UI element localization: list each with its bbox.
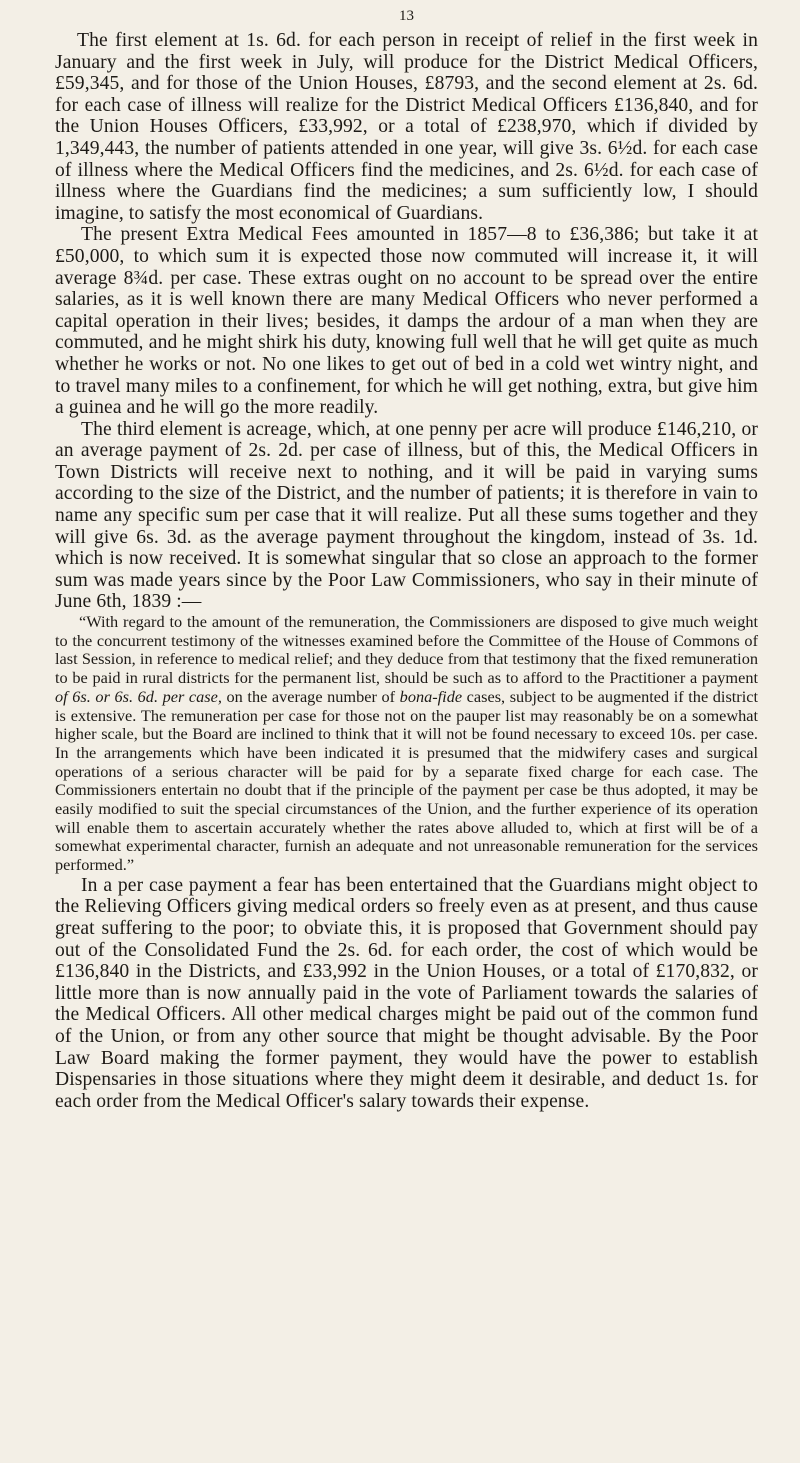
paragraph-first-element: The first element at 1s. 6d. for each person in receipt of relief in the first week in January and the first week in July, will produce for the District Medical Officers, £59,345, and for those of the Union Houses, £8793, and the second element at 2s. 6d. for each case of illness will realize for the District Medical Officers £136,840, and for the Union Houses Officers, £33,992, or a total of £238,970, which if divided by 1,349,443, the number of patients attended in one year, will give 3s. 6½d. for each case of illness where the Medical Officers find the medicines, and 2s. 6½d. for each case of illness where the Guardians find the medicines; a sum sufficiently low, I should imagine, to satisfy the most economical of Guardians. [55,30,758,224]
quote-part-b: on the average number of [221,686,400,706]
paragraph-extra-medical-fees: The present Extra Medical Fees amounted in 1857—8 to £36,386; but take it at £50,000, to which sum it is expected those now commuted will increase it, it will average 8¾d. per case. These extras ought on no account to be spread over the entire salaries, as it is well known there are many Medical Officers who never performed a capital operation in their lives; besides, it damps the ardour of a man when they are commuted, and he might shirk his duty, knowing full well that he will get quite as much whether he works or not. No one likes to get out of bed in a cold wet wintry night, and to travel many miles to a confinement, for which he will get nothing, extra, but give him a guinea and he will go the more readily. [55,224,758,419]
page-number: 13 [399,8,414,24]
commissioners-minute-quote [55,613,758,875]
quote-italic-bona-fide: bona-fide [399,686,463,706]
quote-part-a: “With regard to the amount of the remuneration, the Commissioners are disposed to give much weight to the concurrent testimony of the witnesses examined before the Committee of the House of Commons of last Session, in reference to medical relief; and they deduce from that testimony that the fixed remuneration to be paid in rural districts for the permanent list, should be such as to afford to the Practitioner a payment [55,612,758,688]
paragraph-per-case-payment: In a per case payment a fear has been entertained that the Guardians might object to the Relieving Officers giving medical orders so freely even as at present, and thus cause great suffering to the poor; to obviate this, it is proposed that Government should pay out of the Consolidated Fund the 2s. 6d. for each order, the cost of which would be £136,840 in the Districts, and £33,992 in the Union Houses, or a total of £170,832, or little more than is now annually paid in the vote of Parliament towards the salaries of the Medical Officers. All other medical charges might be paid out of the common fund of the Union, or from any other source that might be thought advisable. By the Poor Law Board making the former payment, they would have the power to establish Dispensaries in those situations where they might deem it desirable, and deduct 1s. for each order from the Medical Officer's salary towards their expense. [55,874,758,1112]
quote-italic-payment: of 6s. or 6s. 6d. per case, [55,686,222,706]
quote-part-c: cases, subject to be augmented if the district is extensive. The remuneration per case for those not on the pauper list may reasonably be on a somewhat higher scale, but the Board are inclined to think that it will not be found necessary to exceed 10s. per case. In the arrangements which have been indicated it is presumed that the midwifery cases and surgical operations of a serious character will be paid for by a separate fixed charge for each case. The Commissioners entertain no doubt that if the principle of the payment per case be thus adopted, it may be easily modified to suit the special circumstances of the Union, and the further experience of its operation will enable them to ascertain accurately whether the rates above alluded to, which at first will be of a somewhat experimental character, furnish an adequate and not unreasonable remuneration for the services performed.” [55,686,758,875]
paragraph-third-element-acreage: The third element is acreage, which, at one penny per acre will produce £146,210, or an average payment of 2s. 2d. per case of illness, but of this, the Medical Officers in Town Districts will receive next to nothing, and it will be paid in varying sums according to the size of the District, and the number of patients; it is therefore in vain to name any specific sum per case that it will realize. Put all these sums together and they will give 6s. 3d. as the average payment throughout the kingdom, instead of 3s. 1d. which is now received. It is somewhat singular that so close an approach to the former sum was made years since by the Poor Law Commissioners, who say in their minute of June 6th, 1839 :— [55,418,758,613]
